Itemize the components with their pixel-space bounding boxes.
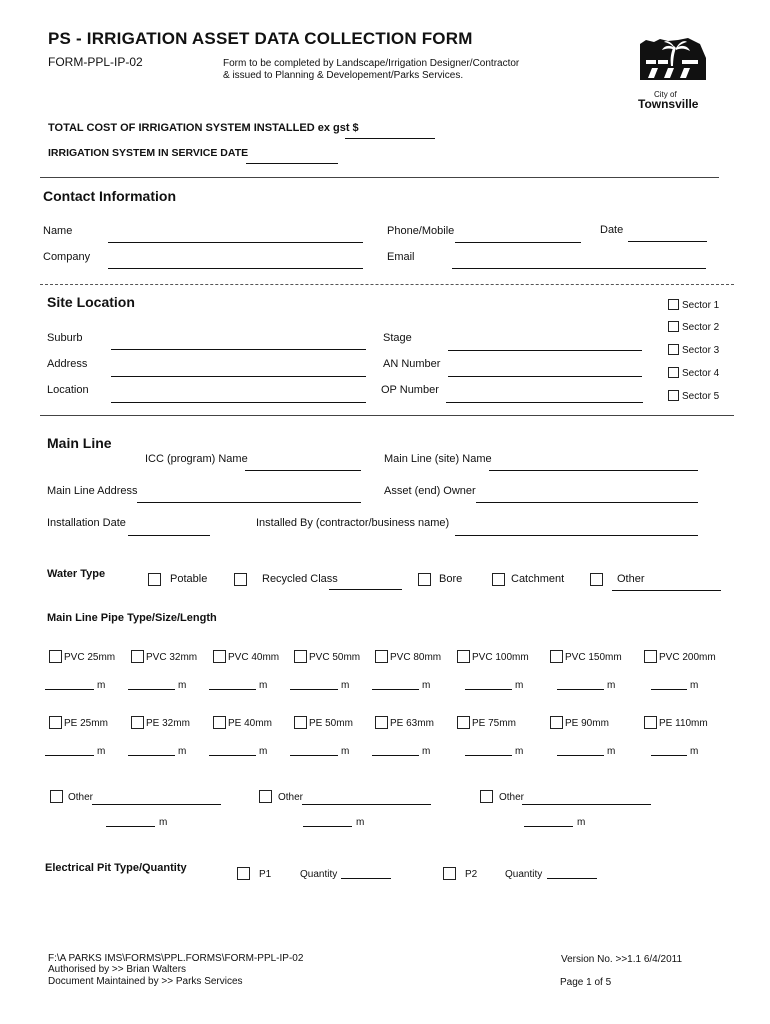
owner-field[interactable] — [476, 502, 698, 503]
pe-3-label: PE 40mm — [228, 718, 272, 729]
sector-4-label: Sector 4 — [682, 368, 720, 379]
pe-7-checkbox[interactable] — [550, 716, 563, 729]
installed-by-label: Installed By (contractor/business name) — [256, 517, 450, 529]
pvc-2-length-field[interactable] — [128, 689, 175, 690]
p2-label: P2 — [465, 869, 478, 880]
contact-heading: Contact Information — [43, 188, 176, 204]
pvc-7-length-field[interactable] — [557, 689, 604, 690]
other-pipe-1-length[interactable] — [106, 826, 155, 827]
townsville-logo-icon — [638, 38, 710, 94]
other-pipe-2-label: Other — [278, 792, 304, 803]
date-field[interactable] — [628, 241, 707, 242]
form-title: PS - IRRIGATION ASSET DATA COLLECTION FORM — [48, 29, 473, 48]
pvc-4-label: PVC 50mm — [309, 652, 361, 663]
pvc-8-checkbox[interactable] — [644, 650, 657, 663]
sector-5-label: Sector 5 — [682, 391, 720, 402]
pvc-3-unit: m — [259, 680, 268, 691]
install-date-label: Installation Date — [47, 517, 126, 529]
pe-2-checkbox[interactable] — [131, 716, 144, 729]
sector-4-checkbox[interactable] — [668, 367, 679, 378]
pvc-3-checkbox[interactable] — [213, 650, 226, 663]
suburb-field[interactable] — [111, 349, 366, 350]
pe-6-unit: m — [515, 746, 524, 757]
pvc-2-unit: m — [178, 680, 187, 691]
pe-7-unit: m — [607, 746, 616, 757]
other-pipe-3-checkbox[interactable] — [480, 790, 493, 803]
pvc-7-label: PVC 150mm — [565, 652, 622, 663]
townsville-logo — [638, 38, 710, 112]
other-water-field[interactable] — [612, 590, 721, 591]
site-name-label: Main Line (site) Name — [384, 453, 492, 465]
other-pipe-3-unit: m — [577, 817, 586, 828]
pvc-1-unit: m — [97, 680, 106, 691]
op-number-label: OP Number — [381, 384, 439, 396]
email-label: Email — [387, 251, 415, 263]
sector-5-checkbox[interactable] — [668, 390, 679, 401]
pe-3-unit: m — [259, 746, 268, 757]
suburb-label: Suburb — [47, 332, 83, 344]
other-pipe-3-field[interactable] — [522, 804, 651, 805]
footer-path: F:\A PARKS IMS\FORMS\PPL.FORMS\FORM-PPL-IP-02 — [48, 953, 304, 964]
pvc-3-length-field[interactable] — [209, 689, 256, 690]
pe-7-length-field[interactable] — [557, 755, 604, 756]
pipe-heading: Main Line Pipe Type/Size/Length — [47, 612, 217, 624]
phone-label: Phone/Mobile — [387, 225, 455, 237]
site-name-field[interactable] — [489, 470, 698, 471]
pe-8-unit: m — [690, 746, 699, 757]
pvc-4-length-field[interactable] — [290, 689, 338, 690]
pvc-4-checkbox[interactable] — [294, 650, 307, 663]
form-note-2: & issued to Planning & Developement/Parks Services. — [223, 70, 464, 81]
catchment-label: Catchment — [511, 573, 565, 585]
sector-1-checkbox[interactable] — [668, 299, 679, 310]
pe-7-label: PE 90mm — [565, 718, 609, 729]
recycled-class-field[interactable] — [329, 589, 402, 590]
pe-6-checkbox[interactable] — [457, 716, 470, 729]
location-label: Location — [47, 384, 89, 396]
icc-field[interactable] — [245, 470, 361, 471]
pe-6-length-field[interactable] — [465, 755, 512, 756]
pvc-5-label: PVC 80mm — [390, 652, 442, 663]
install-date-field[interactable] — [128, 535, 210, 536]
pvc-1-length-field[interactable] — [45, 689, 94, 690]
pe-1-checkbox[interactable] — [49, 716, 62, 729]
water-type-label: Water Type — [47, 568, 106, 580]
potable-label: Potable — [170, 573, 208, 585]
bore-label: Bore — [439, 573, 463, 585]
an-number-field[interactable] — [448, 376, 642, 377]
mainline-address-field[interactable] — [137, 502, 361, 503]
pvc-5-length-field[interactable] — [372, 689, 419, 690]
pvc-6-unit: m — [515, 680, 524, 691]
stage-label: Stage — [383, 332, 412, 344]
other-pipe-2-unit: m — [356, 817, 365, 828]
logo-text-small: City of — [654, 90, 677, 99]
pe-5-unit: m — [422, 746, 431, 757]
name-field[interactable] — [108, 242, 363, 243]
sector-2-checkbox[interactable] — [668, 321, 679, 332]
divider — [40, 415, 734, 416]
pe-5-checkbox[interactable] — [375, 716, 388, 729]
footer-authorised: Authorised by >> Brian Walters — [48, 964, 187, 975]
mainline-address-label: Main Line Address — [47, 485, 138, 497]
other-pipe-1-unit: m — [159, 817, 168, 828]
an-number-label: AN Number — [383, 358, 441, 370]
p2-quantity-field[interactable] — [547, 878, 597, 879]
pvc-6-length-field[interactable] — [465, 689, 512, 690]
pvc-7-unit: m — [607, 680, 616, 691]
pvc-8-length-field[interactable] — [651, 689, 687, 690]
pvc-2-checkbox[interactable] — [131, 650, 144, 663]
phone-field[interactable] — [455, 242, 581, 243]
pe-2-unit: m — [178, 746, 187, 757]
pvc-5-checkbox[interactable] — [375, 650, 388, 663]
pe-4-length-field[interactable] — [290, 755, 338, 756]
pit-heading: Electrical Pit Type/Quantity — [45, 862, 187, 874]
pvc-6-checkbox[interactable] — [457, 650, 470, 663]
pe-6-label: PE 75mm — [472, 718, 516, 729]
divider — [40, 284, 734, 285]
footer-version: Version No. >>1.1 6/4/2011 — [561, 954, 683, 965]
pe-4-label: PE 50mm — [309, 718, 353, 729]
form-code: FORM-PPL-IP-02 — [48, 55, 143, 69]
divider — [40, 177, 719, 178]
other-pipe-3-label: Other — [499, 792, 525, 803]
pe-2-length-field[interactable] — [128, 755, 175, 756]
sector-2-label: Sector 2 — [682, 322, 720, 333]
address-field[interactable] — [111, 376, 366, 377]
email-field[interactable] — [452, 268, 706, 269]
other-water-label: Other — [617, 573, 645, 585]
p1-quantity-label: Quantity — [300, 869, 338, 880]
pe-8-label: PE 110mm — [659, 718, 708, 729]
site-heading: Site Location — [47, 294, 135, 310]
other-water-checkbox[interactable] — [590, 573, 603, 586]
pe-5-length-field[interactable] — [372, 755, 419, 756]
pe-4-unit: m — [341, 746, 350, 757]
sector-3-checkbox[interactable] — [668, 344, 679, 355]
other-pipe-2-length[interactable] — [303, 826, 352, 827]
pvc-8-unit: m — [690, 680, 699, 691]
other-pipe-3-length[interactable] — [524, 826, 573, 827]
pe-3-checkbox[interactable] — [213, 716, 226, 729]
other-pipe-1-label: Other — [68, 792, 94, 803]
p1-label: P1 — [259, 869, 272, 880]
pe-5-label: PE 63mm — [390, 718, 434, 729]
sector-3-label: Sector 3 — [682, 345, 720, 356]
p2-quantity-label: Quantity — [505, 869, 543, 880]
pe-8-length-field[interactable] — [651, 755, 687, 756]
total-cost-field[interactable] — [345, 138, 435, 139]
op-number-field[interactable] — [446, 402, 643, 403]
pe-2-label: PE 32mm — [146, 718, 190, 729]
pe-3-length-field[interactable] — [209, 755, 256, 756]
sector-1-label: Sector 1 — [682, 300, 720, 311]
total-cost-label: TOTAL COST OF IRRIGATION SYSTEM INSTALLED ex gst $ — [48, 122, 359, 134]
owner-label: Asset (end) Owner — [384, 485, 476, 497]
pvc-5-unit: m — [422, 680, 431, 691]
logo-text-big: Townsville — [638, 97, 699, 111]
pe-1-label: PE 25mm — [64, 718, 108, 729]
other-pipe-2-field[interactable] — [302, 804, 431, 805]
mainline-heading: Main Line — [47, 435, 112, 451]
pvc-6-label: PVC 100mm — [472, 652, 529, 663]
pvc-1-checkbox[interactable] — [49, 650, 62, 663]
icc-label: ICC (program) Name — [145, 453, 248, 465]
catchment-checkbox[interactable] — [492, 573, 505, 586]
pvc-2-label: PVC 32mm — [146, 652, 198, 663]
date-label: Date — [600, 224, 624, 236]
pvc-1-label: PVC 25mm — [64, 652, 116, 663]
recycled-label: Recycled Class — [262, 573, 338, 585]
potable-checkbox[interactable] — [148, 573, 161, 586]
location-field[interactable] — [111, 402, 366, 403]
pe-4-checkbox[interactable] — [294, 716, 307, 729]
recycled-checkbox[interactable] — [234, 573, 247, 586]
p1-checkbox[interactable] — [237, 867, 250, 880]
service-date-label: IRRIGATION SYSTEM IN SERVICE DATE — [48, 147, 249, 159]
pe-8-checkbox[interactable] — [644, 716, 657, 729]
footer-maintained: Document Maintained by >> Parks Services — [48, 976, 243, 987]
stage-field[interactable] — [448, 350, 642, 351]
other-pipe-2-checkbox[interactable] — [259, 790, 272, 803]
pe-1-length-field[interactable] — [45, 755, 94, 756]
name-label: Name — [43, 225, 73, 237]
address-label: Address — [47, 358, 88, 370]
other-pipe-1-checkbox[interactable] — [50, 790, 63, 803]
installed-by-field[interactable] — [455, 535, 698, 536]
pvc-8-label: PVC 200mm — [659, 652, 716, 663]
company-field[interactable] — [108, 268, 363, 269]
bore-checkbox[interactable] — [418, 573, 431, 586]
pvc-3-label: PVC 40mm — [228, 652, 280, 663]
pvc-7-checkbox[interactable] — [550, 650, 563, 663]
p2-checkbox[interactable] — [443, 867, 456, 880]
company-label: Company — [43, 251, 91, 263]
service-date-field[interactable] — [246, 163, 338, 164]
pe-1-unit: m — [97, 746, 106, 757]
pvc-4-unit: m — [341, 680, 350, 691]
form-note-1: Form to be completed by Landscape/Irrigation Designer/Contractor — [223, 58, 520, 69]
other-pipe-1-field[interactable] — [92, 804, 221, 805]
footer-page: Page 1 of 5 — [560, 977, 612, 988]
p1-quantity-field[interactable] — [341, 878, 391, 879]
